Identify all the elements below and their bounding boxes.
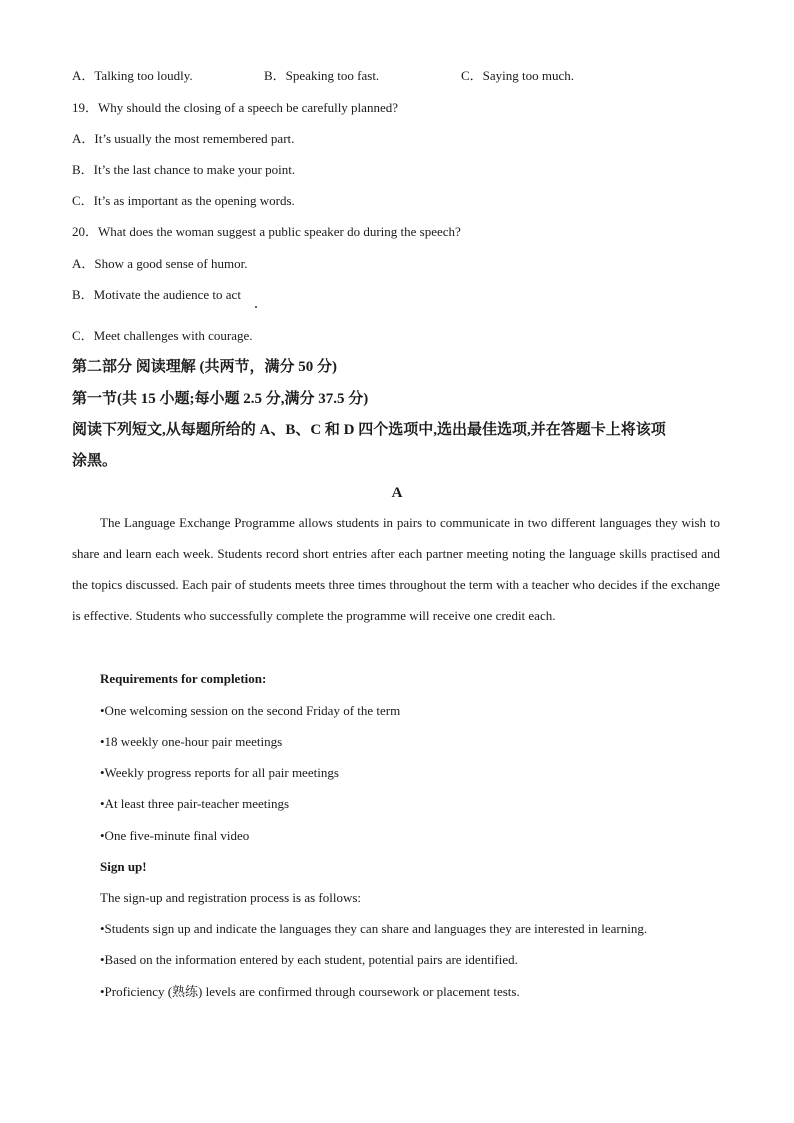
q19-option-a: A．It’s usually the most remembered part. (72, 131, 295, 146)
section2-instruction-line2: 涂黑。 (72, 453, 118, 469)
q19-option-b: B．It’s the last chance to make your point. (72, 162, 296, 177)
requirements-heading: Requirements for completion: (100, 671, 267, 686)
q18-option-c: C．Saying too much. (461, 68, 575, 83)
q20-option-c: C．Meet challenges with courage. (72, 328, 253, 343)
requirement-item: •18 weekly one-hour pair meetings (100, 734, 283, 749)
signup-heading: Sign up! (100, 859, 147, 874)
stray-dot-mark (255, 306, 257, 308)
q19-question: 19．Why should the closing of a speech be carefully planned? (72, 100, 398, 115)
q20-option-a: A．Show a good sense of humor. (72, 256, 248, 271)
q20-question: 20．What does the woman suggest a public speaker do during the speech? (72, 224, 461, 239)
signup-intro: The sign-up and registration process is as follows: (100, 890, 362, 905)
q18-option-b: B．Speaking too fast. (264, 68, 380, 83)
signup-step: •Based on the information entered by each student, potential pairs are identified. (100, 952, 518, 967)
passage-intro: The Language Exchange Programme allows students in pairs to communicate in two different languages they wish to share and learn each week. Students record short entries after each partner meeting noting the language skills practised and the topics discussed. Each pair of students meets three times throughout the term with a teacher who decides if the exchange is effective. Students who successfully complete the programme will receive one credit each. (72, 515, 720, 623)
passage-heading: A (391, 485, 403, 501)
signup-step: •Proficiency (熟练) levels are confirmed through coursework or placement tests. (100, 984, 520, 999)
requirement-item: •Weekly progress reports for all pair meetings (100, 765, 339, 780)
section2-instruction-line1: 阅读下列短文,从每题所给的 A、B、C 和 D 四个选项中,选出最佳选项,并在答题卡上将该项 (72, 422, 666, 438)
requirement-item: •At least three pair-teacher meetings (100, 796, 290, 811)
section2-title: 第二部分 阅读理解 (共两节，满分 50 分) (72, 359, 337, 375)
section2-part1: 第一节(共 15 小题;每小题 2.5 分,满分 37.5 分) (72, 391, 369, 407)
requirement-item: •One welcoming session on the second Friday of the term (100, 703, 401, 718)
requirement-item: •One five-minute final video (100, 828, 250, 843)
q19-option-c: C．It’s as important as the opening words. (72, 193, 295, 208)
signup-step: •Students sign up and indicate the languages they can share and languages they are interested in learning. (100, 921, 648, 936)
q20-option-b: B．Motivate the audience to act (72, 287, 241, 302)
q18-option-a: A．Talking too loudly. (72, 68, 193, 83)
